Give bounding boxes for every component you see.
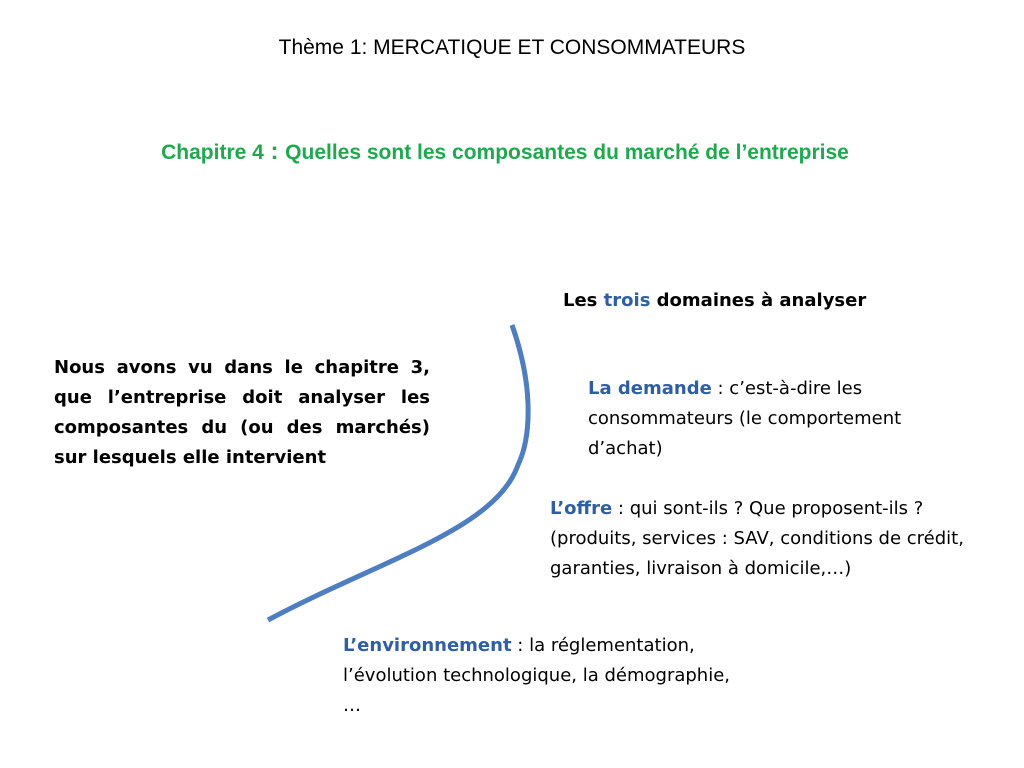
item-demande-label: La demande xyxy=(588,378,712,399)
item-environnement xyxy=(343,631,743,721)
item-offre-label: L’offre xyxy=(550,498,613,519)
item-demande xyxy=(588,374,968,464)
item-demande-text: : c’est-à-dire les consommateurs (le comportement d’achat) xyxy=(588,378,902,459)
domains-heading-after: domaines à analyser xyxy=(650,290,867,311)
item-offre-text: : qui sont-ils ? Que proposent-ils ? (produits, services : SAV, conditions de crédit, garanties, livraison à domicile,…) xyxy=(550,498,964,579)
chapter-question: Quelles sont les composantes du marché de l’entreprise xyxy=(285,141,849,164)
item-environnement-label: L’environnement xyxy=(343,635,512,656)
chapter-separator: : xyxy=(263,138,286,165)
domains-heading-accent: trois xyxy=(603,290,651,311)
domains-heading xyxy=(563,290,866,311)
chapter-prefix: Chapitre 4 xyxy=(161,141,264,164)
item-offre xyxy=(550,494,990,584)
intro-text: Nous avons vu dans le chapitre 3, que l’entreprise doit analyser les composantes du (ou des marchés) sur lesquels elle intervient xyxy=(54,357,430,468)
domains-heading-before: Les xyxy=(563,290,604,311)
chapter-title xyxy=(0,138,1010,166)
item-environnement-text: : la réglementation, l’évolution technologique, la démographie, … xyxy=(343,635,731,716)
theme-title: Thème 1: MERCATIQUE ET CONSOMMATEURS xyxy=(278,36,746,59)
